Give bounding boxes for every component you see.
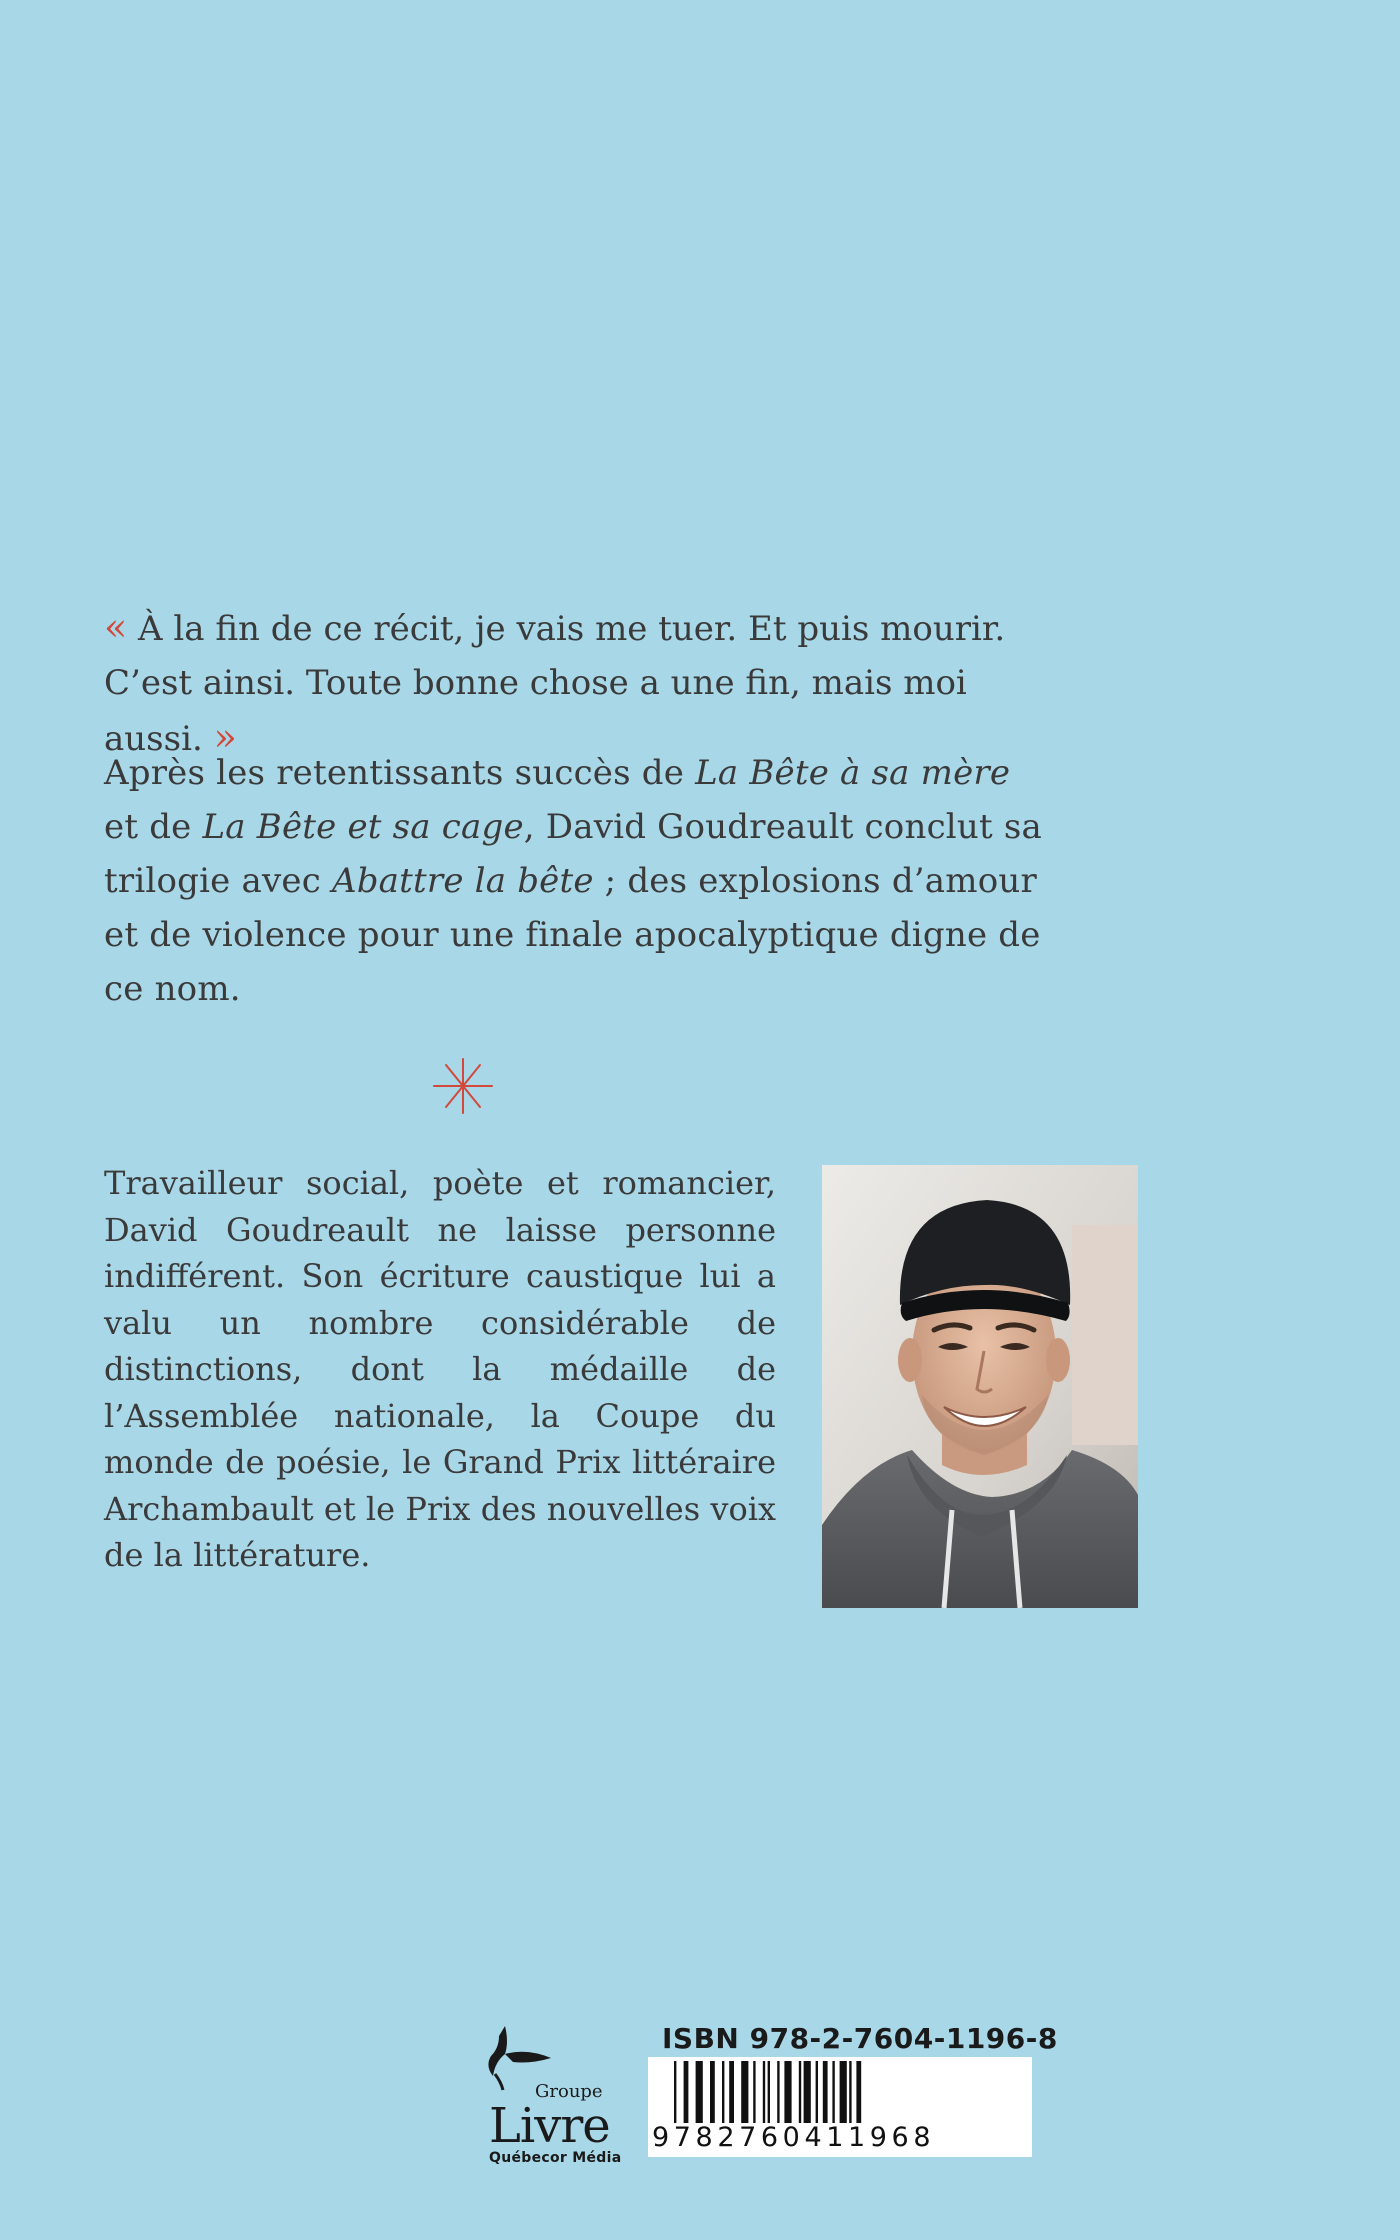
logo-livre-text: Livre [489, 2098, 610, 2154]
barcode-digits: 9782760411968 [652, 2122, 936, 2153]
quote-text: À la fin de ce récit, je vais me tuer. Et puis mourir. C’est ainsi. Toute bonne chose a une fin, mais moi aussi. [104, 609, 1006, 759]
blurb-text-1: Après les retentissants succès de [104, 753, 696, 793]
blurb-title-3: Abattre la bête [331, 861, 594, 901]
blurb-text-2: et de [104, 807, 203, 847]
blurb-title-1: La Bête à sa mère [695, 753, 1011, 793]
barcode-bar [722, 2061, 724, 2123]
barcode-bar [729, 2061, 734, 2123]
barcode-bar [840, 2061, 847, 2123]
asterisk-divider-icon [430, 1055, 496, 1117]
blurb-text-3: , David Goudreault conclut sa trilogie avec [104, 807, 1042, 901]
logo-groupe-text: Groupe [535, 2081, 603, 2102]
barcode-bar [674, 2061, 676, 2123]
barcode-bar [753, 2061, 755, 2123]
barcode-bar [763, 2061, 765, 2123]
publisher-logo [455, 2018, 625, 2168]
barcode-bar [823, 2061, 828, 2123]
opening-guillemet: « [104, 605, 128, 649]
barcode-bar [684, 2061, 689, 2123]
barcode-bar [832, 2061, 834, 2123]
barcode-bar [849, 2061, 851, 2123]
book-blurb [104, 746, 1044, 1016]
closing-guillemet: » [213, 715, 237, 759]
author-portrait-illustration [822, 1165, 1138, 1608]
barcode-bar [741, 2061, 748, 2123]
barcode-bar [710, 2061, 715, 2123]
author-bio: Travailleur social, poète et romancier, David Goudreault ne laisse personne indifférent. Son écriture caustique lui a valu un nombre considérable de distinctions, dont la médaille de l’Assemblée nationale, la Coupe du monde de poésie, le Grand Prix littéraire Archambault et le Prix des nouvelles voix de la littérature. [104, 1164, 776, 1574]
barcode-bar [777, 2061, 779, 2123]
back-cover-quote [104, 600, 1044, 766]
barcode-bars-icon [648, 2061, 1032, 2131]
barcode-bar [696, 2061, 703, 2123]
barcode-bar [799, 2061, 801, 2123]
barcode-bar [784, 2061, 791, 2123]
author-photo [822, 1165, 1138, 1608]
barcode-bar [768, 2061, 770, 2123]
isbn-label: ISBN 978-2-7604-1196-8 [662, 2022, 1058, 2055]
logo-quebecor-text: Québecor Média [489, 2150, 622, 2166]
barcode [648, 2057, 1032, 2157]
barcode-bar [856, 2061, 861, 2123]
blurb-text-4: ; des explosions d’amour et de violence pour une finale apocalyptique digne de ce nom. [104, 861, 1041, 1009]
barcode-bar [804, 2061, 811, 2123]
blurb-title-2: La Bête et sa cage [202, 807, 524, 847]
barcode-bar [816, 2061, 818, 2123]
